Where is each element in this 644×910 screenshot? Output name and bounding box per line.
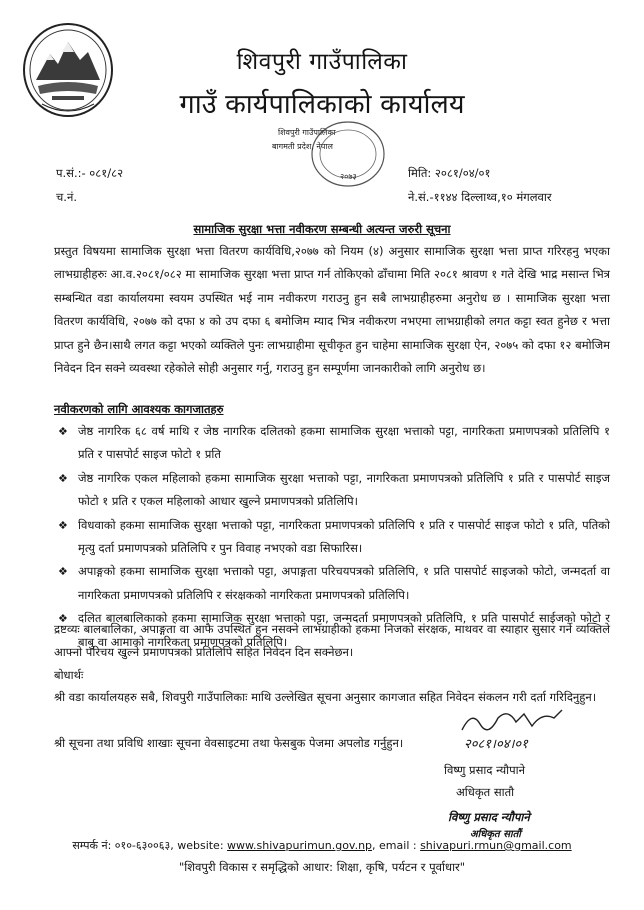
- note-paragraph: द्रष्टव्यः बालबालिका, अपाङ्गता वा आफै उपस्थित हुन नसक्ने लाभग्राहीको हकमा निजको संरक्षक, माथवर वा स्याहार सुसार गर्ने व्यक्तिले आफ्नो परिचय खुल्ने प्रमाणपत्रको प्रतिलिपि सहित निवेदन दिन सक्नेछन।: [54, 622, 610, 660]
- handwritten-date: २०८१।०४।०१: [464, 737, 528, 752]
- designation-stamp: अधिकृत सातौं: [470, 829, 521, 840]
- subject-line: सामाजिक सुरक्षा भत्ता नवीकरण सम्बन्धी अत्यन्त जरुरी सूचना: [193, 222, 451, 236]
- nepal-sambat-date: ने.सं.-११४४ दिल्लाथ्व,१० मंगलवार: [408, 190, 552, 204]
- bodhartha-item: श्री सूचना तथा प्रविधि शाखाः सूचना वेवसाइटमा तथा फेसबुक पेजमा अपलोड गर्नुहुन।: [54, 736, 404, 750]
- municipality-name: शिवपुरी गाउँपालिका: [236, 49, 408, 75]
- intro-paragraph: प्रस्तुत विषयमा सामाजिक सुरक्षा भत्ता वितरण कार्यविधि,२०७७ को नियम (४) अनुसार सामाजिक सुरक्षा भत्ता प्राप्त गरिरहनु भएका लाभग्राहीहरुः आ.व.२०८१/०८२ मा सामाजिक सुरक्षा भत्ता प्राप्त गर्न तोकिएको ढाँचामा मिति २०८१ श्रावण १ गते देखि भाद्र मसान्त भित्र सम्बन्धित वडा कार्यालयमा स्वयम उपस्थित भई नाम नवीकरण गराउनु हुन सबै लाभग्राहीहरुमा अनुरोध छ । सामाजिक सुरक्षा भत्ता वितरण कार्यविधि, २०७७ को दफा ४ को उप दफा ६ बमोजिम म्याद भित्र नवीकरण नभएमा लाभग्राहीको लगत कट्टा स्वत हुनेछ र भत्ता प्राप्त हुने छैन।साथै लगत कट्टा भएको व्यक्तिले पुनः लाभग्राहीमा सूचीकृत हुन चाहेमा सामाजिक सुरक्षा ऐन, २०७५ को दफा १२ बमोजिम निवेदन दिन सक्ने व्यवस्था रहेकोले सोही अनुसार गर्नु, गराउनु हुन सम्पूर्णमा जानकारीको लागि अनुरोध छ।: [54, 244, 610, 376]
- bodhartha-item: श्री वडा कार्यालयहरु सबै, शिवपुरी गाउँपालिकाः माथि उल्लेखित सूचना अनुसार कागजात सहित निवेदन संकलन गरी दर्ता गरिदिनुहुन।: [54, 690, 597, 704]
- letter-number: प.सं.:- ०८१/८२: [56, 166, 124, 180]
- diamond-bullet-icon: ❖: [58, 565, 68, 579]
- office-name: गाउँ कार्यपालिकाको कार्यालय: [179, 89, 465, 120]
- contact-footer: [0, 838, 644, 853]
- dispatch-number: च.नं.: [56, 190, 77, 204]
- diamond-bullet-icon: ❖: [58, 612, 68, 626]
- name-stamp: विष्णु प्रसाद न्यौपाने: [448, 810, 530, 824]
- signatory-name: विष्णु प्रसाद न्यौपाने: [444, 763, 526, 777]
- signatory-designation: अधिकृत सातौ: [456, 785, 515, 799]
- bodhartha-label: बोधार्थः: [54, 668, 84, 682]
- motto-footer: "शिवपुरी विकास र समृद्धिको आधार: शिक्षा, कृषि, पर्यटन र पूर्वाधार": [178, 860, 466, 874]
- diamond-bullet-icon: ❖: [58, 518, 68, 532]
- contact-prefix: सम्पर्क नं: ०१०-६३००६३, website:: [72, 839, 228, 852]
- stamp-line-2: बागमती प्रदेश, नेपाल: [272, 142, 333, 151]
- requirement-item: ❖ अपाङ्गको हकमा सामाजिक सुरक्षा भत्ताको पट्टा, अपाङ्गता परिचयपत्रको प्रतिलिपि, १ प्रति पासपोर्ट साइजको फोटो, जन्मदर्ता वा नागरिकता प्रमाणपत्रको प्रतिलिपि र संरक्षकको नागरिकता प्रमाणपत्रको प्रतिलिपि।: [54, 560, 610, 607]
- email-link[interactable]: shivapuri.rmun@gmail.com: [420, 839, 572, 852]
- requirement-item: ❖ दलित बालबालिकाको हकमा सामाजिक सुरक्षा भत्ताको पट्टा, जन्मदर्ता प्रमाणपत्रको प्रतिलिपि, १ प्रति पासपोर्ट साईजको फोटो र बाबु वा आमाको नागरिकता प्रमाणपत्रको प्रतिलिपि।: [54, 607, 610, 654]
- stamp-line-1: शिवपुरी गाउँपालिका: [278, 128, 336, 137]
- requirement-item: ❖ जेष्ठ नागरिक एकल महिलाको हकमा सामाजिक सुरक्षा भत्ताको पट्टा, नागरिकता प्रमाणपत्रको प्रतिलिपि १ प्रति र पासपोर्ट साइज फोटो १ प्रति र एकल महिलाको आधार खुल्ने प्रमाणपत्रको प्रतिलिपि।: [54, 467, 610, 514]
- office-stamp: [272, 118, 392, 190]
- handwritten-signature: [458, 704, 568, 756]
- letter-date: मिति: २०८१/०४/०१: [408, 166, 491, 180]
- requirements-heading: नवीकरणको लागि आवश्यक कागजातहरु: [54, 402, 224, 416]
- stamp-line-3: २०७३: [340, 172, 357, 181]
- diamond-bullet-icon: ❖: [58, 471, 68, 485]
- requirement-item: ❖ विधवाको हकमा सामाजिक सुरक्षा भत्ताको पट्टा, नागरिकता प्रमाणपत्रको प्रतिलिपि १ प्रति र पासपोर्ट साइज फोटो १ प्रति, पतिको मृत्यु दर्ता प्रमाणपत्रको प्रतिलिपि र पुन विवाह नभएको वडा सिफारिस।: [54, 514, 610, 561]
- diamond-bullet-icon: ❖: [58, 425, 68, 438]
- website-link[interactable]: www.shivapurimun.gov.np: [227, 839, 373, 852]
- email-prefix: , email :: [372, 839, 421, 852]
- requirement-item: ❖ जेष्ठ नागरिक ६८ वर्ष माथि र जेष्ठ नागरिक दलितको हकमा सामाजिक सुरक्षा भत्ताको पट्टा, नागरिकता प्रमाणपत्रको प्रतिलिपि १ प्रति र पासपोर्ट साइज फोटो १ प्रति: [54, 420, 610, 467]
